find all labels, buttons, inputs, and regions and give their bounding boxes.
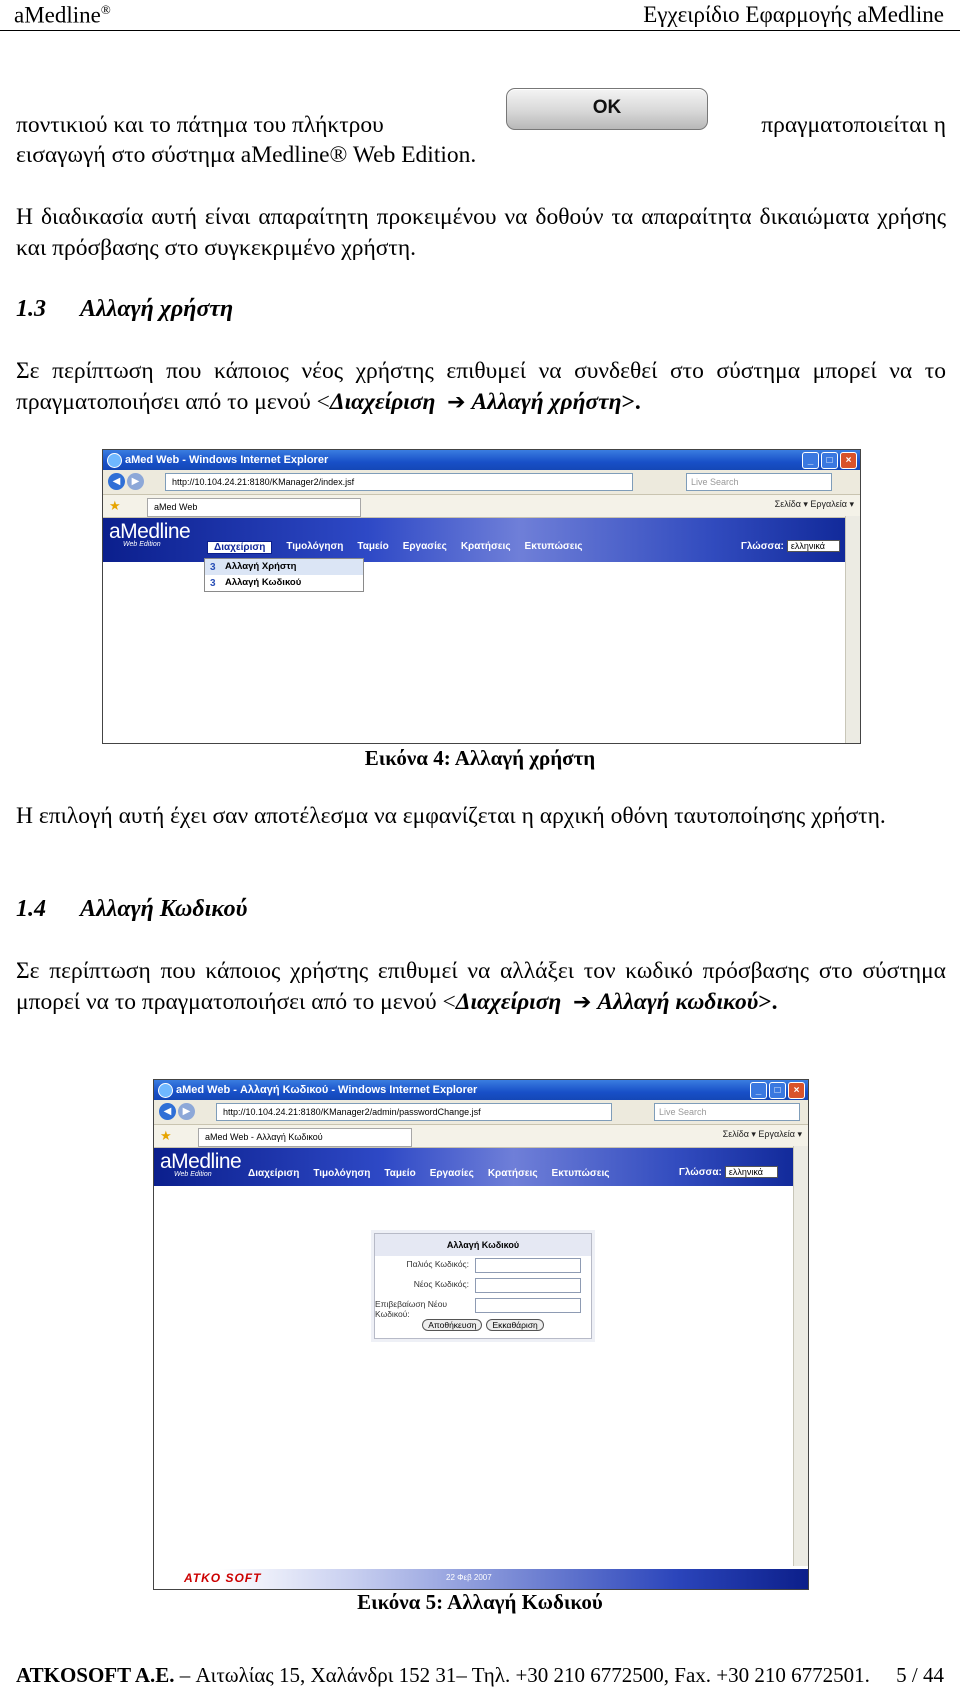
page-number: 5 / 44 xyxy=(896,1663,944,1687)
ie-icon xyxy=(107,453,122,468)
app-footer-strip xyxy=(154,1569,808,1589)
close-icon: × xyxy=(788,1082,805,1099)
paragraph-change-user: Σε περίπτωση που κάποιος νέος χρήστης επιθυμεί να συνδεθεί στο σύστημα μπορεί να το πραγματοποιήσει από το μενού <Διαχείριση ➔ Αλλαγή χρήστη>. xyxy=(16,358,946,415)
browser-tab: aMed Web - Αλλαγή Κωδικού xyxy=(198,1128,412,1147)
favorites-bar xyxy=(103,495,860,518)
maximize-icon: □ xyxy=(769,1082,786,1099)
paragraph-after-change-user: Η επιλογή αυτή έχει σαν αποτέλεσμα να εμφανίζεται η αρχική οθόνη ταυτοποίησης χρήστη. xyxy=(16,803,886,829)
minimize-icon: _ xyxy=(750,1082,767,1099)
search-field: Live Search xyxy=(686,473,832,491)
address-bar xyxy=(154,1100,808,1125)
old-password-label: Παλιός Κωδικός: xyxy=(406,1259,469,1269)
favorites-star-icon: ★ xyxy=(109,498,121,513)
language-selector: Γλώσσα: ελληνικά xyxy=(679,1166,778,1178)
menu-item-billing: Τιμολόγηση xyxy=(286,541,344,552)
heading-1-4: 1.4 Αλλαγή Κωδικού xyxy=(16,896,248,922)
old-password-input xyxy=(475,1258,581,1273)
scrollbar xyxy=(845,516,860,743)
address-bar xyxy=(103,470,860,495)
close-icon: × xyxy=(840,452,857,469)
dropdown-item-change-user: 3 Αλλαγή Χρήστη xyxy=(205,559,363,575)
menu-item-cashier: Ταμείο xyxy=(357,541,389,552)
menu-item-tasks: Εργασίες xyxy=(402,541,447,552)
search-field: Live Search xyxy=(654,1103,800,1121)
ok-button-image: OK xyxy=(506,88,708,130)
paragraph-change-password: Σε περίπτωση που κάποιος χρήστης επιθυμεί να αλλάξει τον κωδικό πρόσβασης στο σύστημα μπορεί να το πραγματοποιήσει από το μενού <Διαχείριση ➔ Αλλαγή κωδικού>. xyxy=(16,958,946,1015)
amedline-banner xyxy=(103,518,860,562)
save-button: Αποθήκευση xyxy=(422,1319,482,1331)
menu-item-prints: Εκτυπώσεις xyxy=(551,1168,610,1179)
heading-1-3: 1.3 Αλλαγή χρήστη xyxy=(16,296,234,322)
figure-5-caption: Εικόνα 5: Αλλαγή Κωδικού xyxy=(357,1590,603,1614)
ie-icon xyxy=(158,1083,173,1098)
main-menu xyxy=(207,541,582,554)
favorites-bar xyxy=(154,1125,808,1148)
figure-4-caption: Εικόνα 4: Αλλαγή χρήστη xyxy=(364,746,596,770)
confirm-password-label: Επιβεβαίωση Νέου Κωδικού: xyxy=(375,1299,448,1319)
browser-tools: Σελίδα ▾ Εργαλεία ▾ xyxy=(774,499,854,509)
url-field: http://10.104.24.21:8180/KManager2/index.jsf xyxy=(165,473,633,491)
main-menu xyxy=(248,1168,609,1179)
intro-line1-end: πραγματοποιείται η xyxy=(761,112,946,138)
screenshot-change-user xyxy=(102,449,861,744)
footer-date: 22 Φεβ 2007 xyxy=(446,1573,492,1582)
amedline-logo: aMedline Web Edition xyxy=(109,520,191,548)
header-left-title: aMedline® xyxy=(14,2,111,28)
intro-line1-start: ποντικιού και το πάτημα του πλήκτρου xyxy=(16,112,384,138)
menu-item-cashier: Ταμείο xyxy=(384,1168,416,1179)
browser-tools: Σελίδα ▾ Εργαλεία ▾ xyxy=(722,1129,802,1139)
maximize-icon: □ xyxy=(821,452,838,469)
change-password-form xyxy=(374,1233,592,1339)
amedline-logo: aMedline Web Edition xyxy=(160,1150,242,1178)
forward-icon: ▶ xyxy=(178,1103,195,1120)
confirm-password-input xyxy=(475,1298,581,1313)
url-field: http://10.104.24.21:8180/KManager2/admin/passwordChange.jsf xyxy=(216,1103,612,1121)
menu-item-admin: Διαχείριση xyxy=(207,541,272,554)
page-footer: ATKOSOFT A.E. – Αιτωλίας 15, Χαλάνδρι 152 31– Τηλ. +30 210 6772500, Fax. +30 210 6772501. xyxy=(16,1663,870,1687)
paragraph-rights: Η διαδικασία αυτή είναι απαραίτητη προκειμένου να δοθούν τα απαραίτητα δικαιώματα χρήσης και πρόσβασης στο συγκεκριμένο χρήστη. xyxy=(16,204,946,261)
menu-item-prints: Εκτυπώσεις xyxy=(524,541,583,552)
intro-line2: εισαγωγή στο σύστημα aMedline® Web Edition. xyxy=(16,142,477,168)
menu-item-bookings: Κρατήσεις xyxy=(487,1168,538,1179)
atkosoft-logo: ATKO SOFT xyxy=(184,1571,262,1585)
minimize-icon: _ xyxy=(802,452,819,469)
menu-item-billing: Τιμολόγηση xyxy=(313,1168,371,1179)
back-icon: ◀ xyxy=(159,1103,176,1120)
new-password-label: Νέος Κωδικός: xyxy=(413,1279,469,1289)
forward-icon: ▶ xyxy=(127,473,144,490)
form-title: Αλλαγή Κωδικού xyxy=(375,1234,591,1256)
scrollbar xyxy=(793,1146,808,1566)
new-password-input xyxy=(475,1278,581,1293)
menu-item-tasks: Εργασίες xyxy=(429,1168,474,1179)
menu-item-bookings: Κρατήσεις xyxy=(460,541,511,552)
screenshot-change-password xyxy=(153,1079,809,1590)
window-titlebar: aMed Web - Windows Internet Explorer _ □ × xyxy=(103,450,860,470)
back-icon: ◀ xyxy=(108,473,125,490)
header-rule xyxy=(0,30,960,31)
window-titlebar: aMed Web - Αλλαγή Κωδικού - Windows Internet Explorer _ □ × xyxy=(154,1080,808,1100)
amedline-banner xyxy=(154,1148,808,1186)
favorites-star-icon: ★ xyxy=(160,1128,172,1143)
header-right-title: Εγχειρίδιο Εφαρμογής aMedline xyxy=(643,2,944,27)
browser-tab: aMed Web xyxy=(147,498,361,517)
dropdown-item-change-password: 3 Αλλαγή Κωδικού xyxy=(205,575,363,591)
language-selector: Γλώσσα: ελληνικά xyxy=(741,540,840,552)
clear-button: Εκκαθάριση xyxy=(486,1319,543,1331)
admin-dropdown xyxy=(204,558,364,592)
menu-item-admin: Διαχείριση xyxy=(248,1168,300,1179)
